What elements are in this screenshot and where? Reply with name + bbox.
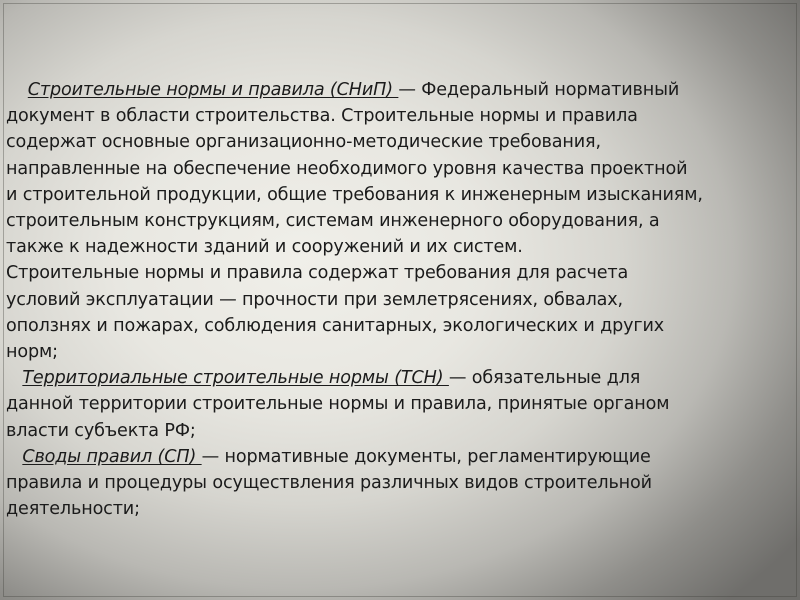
- text-line: условий эксплуатации — прочности при землетрясениях, обвалах,: [6, 289, 624, 310]
- text-line: правила и процедуры осуществления различных видов строительной: [6, 473, 652, 494]
- text-line: [6, 444, 796, 470]
- text-line: данной территории строительные нормы и правила, принятые органом: [6, 394, 670, 415]
- text-line: власти субъекта РФ;: [6, 420, 196, 441]
- text-line: деятельности;: [6, 499, 140, 520]
- term-tsn: Территориальные строительные нормы (ТСН): [22, 368, 449, 389]
- slide-text-block: [6, 77, 796, 522]
- indent: [6, 368, 22, 388]
- text-line: направленные на обеспечение необходимого уровня качества проектной: [6, 158, 688, 179]
- paragraph-snip: [6, 77, 796, 260]
- line-text: — нормативные документы, регламентирующие: [201, 446, 651, 467]
- term-snip: Строительные нормы и правила (СНиП): [27, 80, 399, 100]
- paragraph-tsn: [6, 365, 796, 444]
- line-text: — Федеральный нормативный: [398, 80, 680, 100]
- text-line: и строительной продукции, общие требования к инженерным изысканиям,: [6, 184, 703, 205]
- text-line: [6, 77, 796, 103]
- paragraph-requirements: [6, 260, 796, 365]
- term-sp: Своды правил (СП): [22, 446, 202, 467]
- text-line: содержат основные организационно-методические требования,: [6, 132, 601, 153]
- text-line: документ в области строительства. Строительные нормы и правила: [6, 106, 638, 127]
- line-text: — обязательные для: [448, 368, 641, 389]
- text-line: оползнях и пожарах, соблюдения санитарных, экологических и других: [6, 315, 665, 336]
- text-line: Строительные нормы и правила содержат требования для расчета: [6, 263, 629, 284]
- indent: [6, 447, 22, 467]
- paragraph-sp: [6, 444, 796, 523]
- text-line: также к надежности зданий и сооружений и их систем.: [6, 237, 523, 258]
- indent: [6, 80, 28, 100]
- text-line: норм;: [6, 342, 58, 363]
- text-line: строительным конструкциям, системам инженерного оборудования, а: [6, 211, 660, 232]
- text-line: [6, 365, 796, 391]
